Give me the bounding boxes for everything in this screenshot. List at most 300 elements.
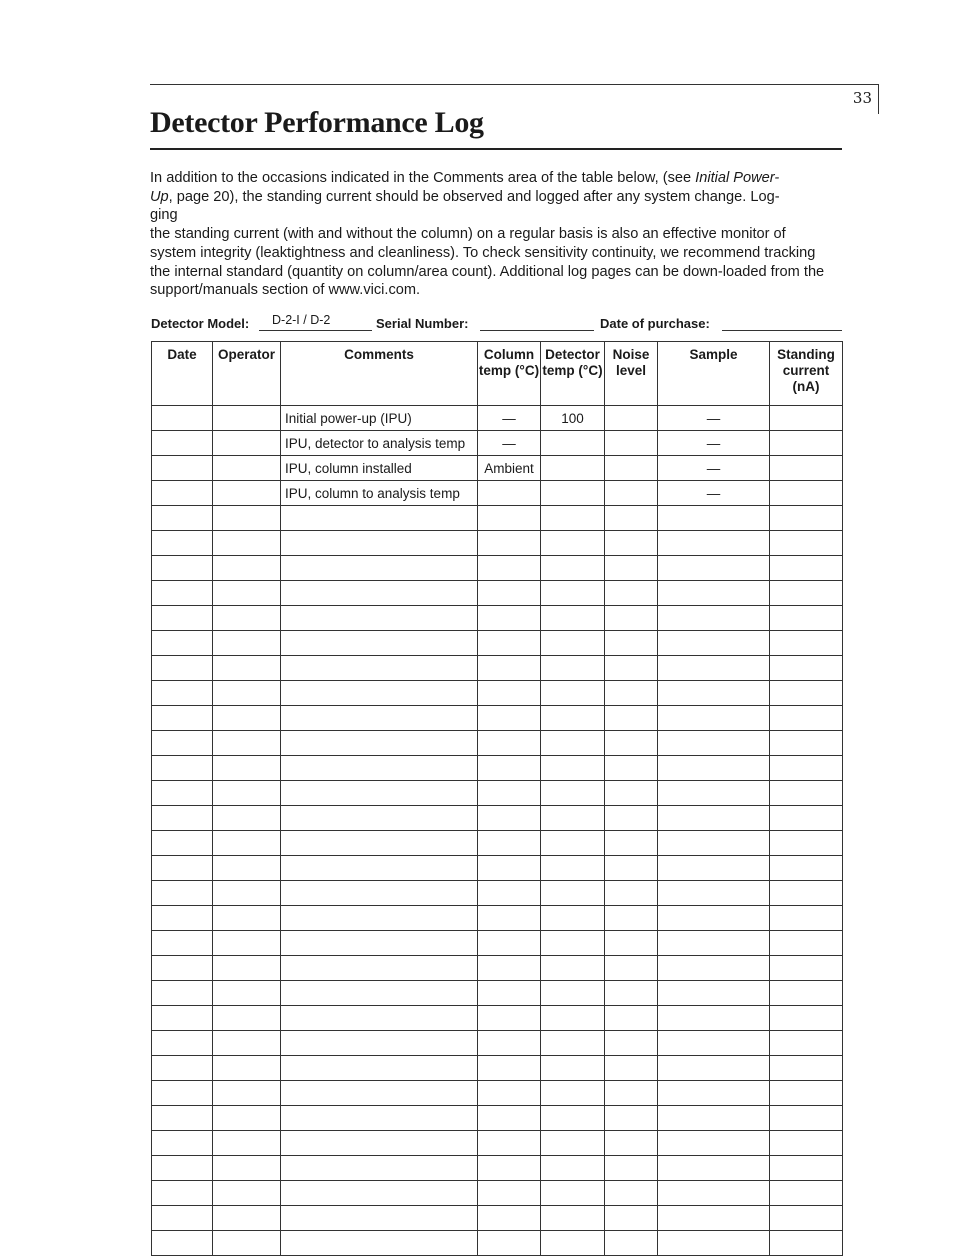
cell-noise-level[interactable] xyxy=(605,1131,658,1156)
cell-comments[interactable] xyxy=(281,831,478,856)
cell-comments[interactable] xyxy=(281,806,478,831)
cell-standing-current[interactable] xyxy=(770,531,843,556)
cell-noise-level[interactable] xyxy=(605,631,658,656)
cell-operator[interactable] xyxy=(213,1206,281,1231)
cell-detector-temp[interactable]: 100 xyxy=(541,406,605,431)
performance-log-table xyxy=(151,341,843,1256)
cell-operator[interactable] xyxy=(213,1056,281,1081)
cell-column-temp[interactable] xyxy=(478,481,541,506)
cell-operator[interactable] xyxy=(213,1081,281,1106)
cell-date[interactable] xyxy=(152,1156,213,1181)
cell-operator[interactable] xyxy=(213,981,281,1006)
cell-sample[interactable] xyxy=(658,606,770,631)
cell-operator[interactable] xyxy=(213,556,281,581)
cell-date[interactable] xyxy=(152,831,213,856)
cell-operator[interactable] xyxy=(213,956,281,981)
cell-date[interactable] xyxy=(152,431,213,456)
cell-operator[interactable] xyxy=(213,581,281,606)
cell-comments[interactable] xyxy=(281,656,478,681)
cell-date[interactable] xyxy=(152,556,213,581)
cell-date[interactable] xyxy=(152,756,213,781)
cell-comments[interactable] xyxy=(281,581,478,606)
cell-detector-temp[interactable] xyxy=(541,1156,605,1181)
cell-comments[interactable] xyxy=(281,981,478,1006)
cell-detector-temp[interactable] xyxy=(541,756,605,781)
cell-date[interactable] xyxy=(152,856,213,881)
cell-comments[interactable] xyxy=(281,1081,478,1106)
cell-column-temp[interactable] xyxy=(478,1181,541,1206)
cell-comments[interactable] xyxy=(281,1056,478,1081)
cell-standing-current[interactable] xyxy=(770,506,843,531)
cell-column-temp[interactable] xyxy=(478,806,541,831)
cell-detector-temp[interactable] xyxy=(541,631,605,656)
cell-sample[interactable] xyxy=(658,1106,770,1131)
cell-date[interactable] xyxy=(152,931,213,956)
cell-operator[interactable] xyxy=(213,931,281,956)
cell-column-temp[interactable] xyxy=(478,1131,541,1156)
cell-noise-level[interactable] xyxy=(605,981,658,1006)
cell-comments[interactable] xyxy=(281,706,478,731)
cell-detector-temp[interactable] xyxy=(541,1056,605,1081)
cell-standing-current[interactable] xyxy=(770,731,843,756)
cell-date[interactable] xyxy=(152,981,213,1006)
cell-noise-level[interactable] xyxy=(605,431,658,456)
cell-sample[interactable] xyxy=(658,856,770,881)
cell-sample[interactable] xyxy=(658,731,770,756)
cell-comments[interactable] xyxy=(281,906,478,931)
cell-column-temp[interactable] xyxy=(478,1206,541,1231)
cell-standing-current[interactable] xyxy=(770,1081,843,1106)
cell-operator[interactable] xyxy=(213,881,281,906)
cell-noise-level[interactable] xyxy=(605,1006,658,1031)
cell-standing-current[interactable] xyxy=(770,806,843,831)
cell-comments[interactable] xyxy=(281,681,478,706)
cell-comments[interactable] xyxy=(281,856,478,881)
cell-standing-current[interactable] xyxy=(770,431,843,456)
table-row xyxy=(152,681,843,706)
cell-standing-current[interactable] xyxy=(770,1231,843,1256)
cell-date[interactable] xyxy=(152,1081,213,1106)
cell-noise-level[interactable] xyxy=(605,606,658,631)
cell-date[interactable] xyxy=(152,1106,213,1131)
cell-detector-temp[interactable] xyxy=(541,706,605,731)
cell-operator[interactable] xyxy=(213,1106,281,1131)
cell-operator[interactable] xyxy=(213,506,281,531)
cell-detector-temp[interactable] xyxy=(541,531,605,556)
cell-operator[interactable] xyxy=(213,631,281,656)
cell-column-temp[interactable] xyxy=(478,1156,541,1181)
cell-detector-temp[interactable] xyxy=(541,506,605,531)
cell-column-temp[interactable] xyxy=(478,831,541,856)
cell-date[interactable] xyxy=(152,406,213,431)
cell-noise-level[interactable] xyxy=(605,706,658,731)
page-number: 33 xyxy=(852,89,872,107)
cell-detector-temp[interactable] xyxy=(541,656,605,681)
cell-sample[interactable]: — xyxy=(658,406,770,431)
cell-detector-temp[interactable] xyxy=(541,481,605,506)
cell-sample[interactable] xyxy=(658,1006,770,1031)
cell-column-temp[interactable] xyxy=(478,756,541,781)
cell-standing-current[interactable] xyxy=(770,406,843,431)
cell-comments[interactable] xyxy=(281,756,478,781)
cell-sample[interactable] xyxy=(658,1056,770,1081)
cell-comments[interactable] xyxy=(281,1131,478,1156)
cell-noise-level[interactable] xyxy=(605,931,658,956)
cell-standing-current[interactable] xyxy=(770,881,843,906)
cell-noise-level[interactable] xyxy=(605,731,658,756)
cell-operator[interactable] xyxy=(213,1031,281,1056)
table-row xyxy=(152,1231,843,1256)
cell-noise-level[interactable] xyxy=(605,1156,658,1181)
cell-standing-current[interactable] xyxy=(770,906,843,931)
cell-detector-temp[interactable] xyxy=(541,1181,605,1206)
cell-detector-temp[interactable] xyxy=(541,1106,605,1131)
cell-operator[interactable] xyxy=(213,806,281,831)
title-rule xyxy=(150,148,842,150)
table-row xyxy=(152,431,843,456)
cell-standing-current[interactable] xyxy=(770,781,843,806)
cell-noise-level[interactable] xyxy=(605,1081,658,1106)
cell-comments[interactable]: IPU, column installed xyxy=(281,456,478,481)
cell-sample[interactable] xyxy=(658,931,770,956)
cell-column-temp[interactable] xyxy=(478,1081,541,1106)
cell-comments[interactable] xyxy=(281,606,478,631)
cell-noise-level[interactable] xyxy=(605,831,658,856)
cell-noise-level[interactable] xyxy=(605,681,658,706)
cell-column-temp[interactable]: — xyxy=(478,406,541,431)
cell-detector-temp[interactable] xyxy=(541,1131,605,1156)
table-row xyxy=(152,1156,843,1181)
cell-noise-level[interactable] xyxy=(605,1056,658,1081)
cell-date[interactable] xyxy=(152,1231,213,1256)
serial-number-line xyxy=(480,330,594,331)
cell-sample[interactable] xyxy=(658,1231,770,1256)
cell-noise-level[interactable] xyxy=(605,1231,658,1256)
detector-info-fields xyxy=(151,313,842,335)
cell-standing-current[interactable] xyxy=(770,856,843,881)
cell-operator[interactable] xyxy=(213,606,281,631)
cell-column-temp[interactable]: — xyxy=(478,431,541,456)
cell-comments[interactable] xyxy=(281,1106,478,1131)
cell-comments[interactable] xyxy=(281,1231,478,1256)
cell-operator[interactable] xyxy=(213,1006,281,1031)
cell-comments[interactable] xyxy=(281,1206,478,1231)
cell-comments[interactable] xyxy=(281,931,478,956)
cell-noise-level[interactable] xyxy=(605,1106,658,1131)
cell-sample[interactable] xyxy=(658,756,770,781)
cell-sample[interactable] xyxy=(658,1081,770,1106)
cell-comments[interactable] xyxy=(281,881,478,906)
cell-column-temp[interactable] xyxy=(478,956,541,981)
cell-date[interactable] xyxy=(152,1131,213,1156)
cell-detector-temp[interactable] xyxy=(541,731,605,756)
cell-standing-current[interactable] xyxy=(770,981,843,1006)
cell-detector-temp[interactable] xyxy=(541,831,605,856)
cell-date[interactable] xyxy=(152,656,213,681)
cell-operator[interactable] xyxy=(213,856,281,881)
cell-comments[interactable] xyxy=(281,1181,478,1206)
cell-detector-temp[interactable] xyxy=(541,856,605,881)
cell-standing-current[interactable] xyxy=(770,456,843,481)
header-sample: Sample xyxy=(658,342,770,406)
cell-detector-temp[interactable] xyxy=(541,1006,605,1031)
cell-detector-temp[interactable] xyxy=(541,981,605,1006)
cell-date[interactable] xyxy=(152,481,213,506)
cell-standing-current[interactable] xyxy=(770,1131,843,1156)
cell-operator[interactable] xyxy=(213,431,281,456)
cell-detector-temp[interactable] xyxy=(541,456,605,481)
cell-column-temp[interactable] xyxy=(478,781,541,806)
cell-comments[interactable]: Initial power-up (IPU) xyxy=(281,406,478,431)
cell-standing-current[interactable] xyxy=(770,581,843,606)
cell-column-temp[interactable] xyxy=(478,1231,541,1256)
cell-noise-level[interactable] xyxy=(605,581,658,606)
cell-operator[interactable] xyxy=(213,781,281,806)
cell-detector-temp[interactable] xyxy=(541,1206,605,1231)
cell-date[interactable] xyxy=(152,806,213,831)
cell-sample[interactable] xyxy=(658,981,770,1006)
cell-noise-level[interactable] xyxy=(605,781,658,806)
cell-standing-current[interactable] xyxy=(770,1031,843,1056)
cell-noise-level[interactable] xyxy=(605,806,658,831)
cell-standing-current[interactable] xyxy=(770,706,843,731)
cell-comments[interactable]: IPU, column to analysis temp xyxy=(281,481,478,506)
table-row xyxy=(152,906,843,931)
cell-detector-temp[interactable] xyxy=(541,931,605,956)
table-row xyxy=(152,406,843,431)
cell-date[interactable] xyxy=(152,956,213,981)
header-date: Date xyxy=(152,342,213,406)
cell-column-temp[interactable] xyxy=(478,531,541,556)
cell-detector-temp[interactable] xyxy=(541,956,605,981)
table-row xyxy=(152,1181,843,1206)
cell-standing-current[interactable] xyxy=(770,656,843,681)
cell-sample[interactable] xyxy=(658,631,770,656)
cell-date[interactable] xyxy=(152,631,213,656)
cell-operator[interactable] xyxy=(213,406,281,431)
cell-operator[interactable] xyxy=(213,681,281,706)
cell-operator[interactable] xyxy=(213,906,281,931)
cell-standing-current[interactable] xyxy=(770,631,843,656)
cell-detector-temp[interactable] xyxy=(541,781,605,806)
cell-standing-current[interactable] xyxy=(770,831,843,856)
cell-sample[interactable] xyxy=(658,1031,770,1056)
cell-operator[interactable] xyxy=(213,756,281,781)
cell-column-temp[interactable]: Ambient xyxy=(478,456,541,481)
cell-sample[interactable] xyxy=(658,581,770,606)
cell-noise-level[interactable] xyxy=(605,481,658,506)
cell-noise-level[interactable] xyxy=(605,406,658,431)
cell-date[interactable] xyxy=(152,731,213,756)
cell-comments[interactable] xyxy=(281,731,478,756)
table-row xyxy=(152,756,843,781)
cell-operator[interactable] xyxy=(213,731,281,756)
cell-date[interactable] xyxy=(152,456,213,481)
table-row xyxy=(152,881,843,906)
cell-date[interactable] xyxy=(152,506,213,531)
cell-detector-temp[interactable] xyxy=(541,606,605,631)
cell-comments[interactable] xyxy=(281,531,478,556)
table-row xyxy=(152,1056,843,1081)
cell-date[interactable] xyxy=(152,706,213,731)
cell-column-temp[interactable] xyxy=(478,556,541,581)
cell-detector-temp[interactable] xyxy=(541,1081,605,1106)
cell-operator[interactable] xyxy=(213,1181,281,1206)
cell-sample[interactable] xyxy=(658,506,770,531)
intro-text xyxy=(150,169,830,300)
cell-detector-temp[interactable] xyxy=(541,431,605,456)
cell-comments[interactable] xyxy=(281,556,478,581)
cell-comments[interactable] xyxy=(281,631,478,656)
cell-date[interactable] xyxy=(152,581,213,606)
cell-detector-temp[interactable] xyxy=(541,806,605,831)
cell-noise-level[interactable] xyxy=(605,656,658,681)
cell-operator[interactable] xyxy=(213,831,281,856)
cell-sample[interactable] xyxy=(658,1181,770,1206)
cell-standing-current[interactable] xyxy=(770,1206,843,1231)
cell-standing-current[interactable] xyxy=(770,1056,843,1081)
table-row xyxy=(152,731,843,756)
cell-operator[interactable] xyxy=(213,706,281,731)
cell-noise-level[interactable] xyxy=(605,856,658,881)
cell-noise-level[interactable] xyxy=(605,906,658,931)
cell-comments[interactable] xyxy=(281,1156,478,1181)
cell-column-temp[interactable] xyxy=(478,731,541,756)
cell-column-temp[interactable] xyxy=(478,1056,541,1081)
cell-operator[interactable] xyxy=(213,531,281,556)
cell-comments[interactable] xyxy=(281,956,478,981)
cell-detector-temp[interactable] xyxy=(541,581,605,606)
cell-date[interactable] xyxy=(152,1056,213,1081)
cell-column-temp[interactable] xyxy=(478,606,541,631)
cell-operator[interactable] xyxy=(213,656,281,681)
cell-sample[interactable] xyxy=(658,781,770,806)
cell-date[interactable] xyxy=(152,1206,213,1231)
cell-detector-temp[interactable] xyxy=(541,1231,605,1256)
cell-sample[interactable] xyxy=(658,706,770,731)
cell-date[interactable] xyxy=(152,1181,213,1206)
cell-comments[interactable] xyxy=(281,781,478,806)
cell-detector-temp[interactable] xyxy=(541,681,605,706)
intro-paragraph-2: the standing current (with and without the column) on a regular basis is also an effective monitor of system integrity (leaktightness and cleanliness). To check sensitivity continuity, we recommend tracking the internal standard (quantity on column/area count). Additional log pages can be down-loaded from the support/manuals section of www.vici.com. xyxy=(150,226,825,299)
cell-date[interactable] xyxy=(152,781,213,806)
cell-sample[interactable] xyxy=(658,656,770,681)
cell-standing-current[interactable] xyxy=(770,756,843,781)
cell-operator[interactable] xyxy=(213,1231,281,1256)
cell-sample[interactable]: — xyxy=(658,431,770,456)
cell-standing-current[interactable] xyxy=(770,1006,843,1031)
cell-standing-current[interactable] xyxy=(770,1156,843,1181)
cell-detector-temp[interactable] xyxy=(541,556,605,581)
cell-comments[interactable] xyxy=(281,1006,478,1031)
cell-sample[interactable]: — xyxy=(658,481,770,506)
cell-noise-level[interactable] xyxy=(605,456,658,481)
cell-comments[interactable] xyxy=(281,1031,478,1056)
cell-column-temp[interactable] xyxy=(478,631,541,656)
cell-noise-level[interactable] xyxy=(605,1031,658,1056)
cell-operator[interactable] xyxy=(213,456,281,481)
cell-date[interactable] xyxy=(152,881,213,906)
cell-standing-current[interactable] xyxy=(770,481,843,506)
cell-column-temp[interactable] xyxy=(478,706,541,731)
cell-standing-current[interactable] xyxy=(770,606,843,631)
cell-date[interactable] xyxy=(152,606,213,631)
cell-sample[interactable] xyxy=(658,881,770,906)
cell-comments[interactable] xyxy=(281,506,478,531)
cell-standing-current[interactable] xyxy=(770,681,843,706)
cell-operator[interactable] xyxy=(213,1131,281,1156)
cell-sample[interactable]: — xyxy=(658,456,770,481)
cell-noise-level[interactable] xyxy=(605,1181,658,1206)
cell-noise-level[interactable] xyxy=(605,756,658,781)
cell-sample[interactable] xyxy=(658,806,770,831)
table-row xyxy=(152,1206,843,1231)
cell-sample[interactable] xyxy=(658,1206,770,1231)
cell-column-temp[interactable] xyxy=(478,1106,541,1131)
cell-noise-level[interactable] xyxy=(605,531,658,556)
cell-detector-temp[interactable] xyxy=(541,906,605,931)
cell-date[interactable] xyxy=(152,1006,213,1031)
cell-column-temp[interactable] xyxy=(478,981,541,1006)
cell-detector-temp[interactable] xyxy=(541,881,605,906)
cell-sample[interactable] xyxy=(658,556,770,581)
cell-standing-current[interactable] xyxy=(770,556,843,581)
cell-column-temp[interactable] xyxy=(478,881,541,906)
cell-date[interactable] xyxy=(152,906,213,931)
cell-date[interactable] xyxy=(152,681,213,706)
cell-noise-level[interactable] xyxy=(605,1206,658,1231)
cell-column-temp[interactable] xyxy=(478,656,541,681)
cell-operator[interactable] xyxy=(213,1156,281,1181)
cell-column-temp[interactable] xyxy=(478,506,541,531)
cell-standing-current[interactable] xyxy=(770,956,843,981)
cell-sample[interactable] xyxy=(658,831,770,856)
cell-column-temp[interactable] xyxy=(478,1031,541,1056)
cell-sample[interactable] xyxy=(658,956,770,981)
cell-sample[interactable] xyxy=(658,1131,770,1156)
detector-model-value[interactable]: D-2-I / D-2 xyxy=(272,313,331,327)
cell-column-temp[interactable] xyxy=(478,681,541,706)
cell-noise-level[interactable] xyxy=(605,881,658,906)
intro-reference-italic: Initial Power- xyxy=(695,170,780,186)
cell-sample[interactable] xyxy=(658,906,770,931)
table-row xyxy=(152,856,843,881)
cell-date[interactable] xyxy=(152,531,213,556)
cell-column-temp[interactable] xyxy=(478,931,541,956)
table-row xyxy=(152,956,843,981)
cell-operator[interactable] xyxy=(213,481,281,506)
cell-sample[interactable] xyxy=(658,1156,770,1181)
cell-sample[interactable] xyxy=(658,531,770,556)
table-row xyxy=(152,606,843,631)
cell-column-temp[interactable] xyxy=(478,856,541,881)
cell-detector-temp[interactable] xyxy=(541,1031,605,1056)
table-row xyxy=(152,806,843,831)
cell-column-temp[interactable] xyxy=(478,1006,541,1031)
cell-standing-current[interactable] xyxy=(770,1181,843,1206)
cell-standing-current[interactable] xyxy=(770,1106,843,1131)
cell-noise-level[interactable] xyxy=(605,506,658,531)
cell-column-temp[interactable] xyxy=(478,581,541,606)
cell-column-temp[interactable] xyxy=(478,906,541,931)
cell-sample[interactable] xyxy=(658,681,770,706)
table-row xyxy=(152,631,843,656)
cell-date[interactable] xyxy=(152,1031,213,1056)
cell-noise-level[interactable] xyxy=(605,956,658,981)
cell-noise-level[interactable] xyxy=(605,556,658,581)
cell-comments[interactable]: IPU, detector to analysis temp xyxy=(281,431,478,456)
cell-standing-current[interactable] xyxy=(770,931,843,956)
